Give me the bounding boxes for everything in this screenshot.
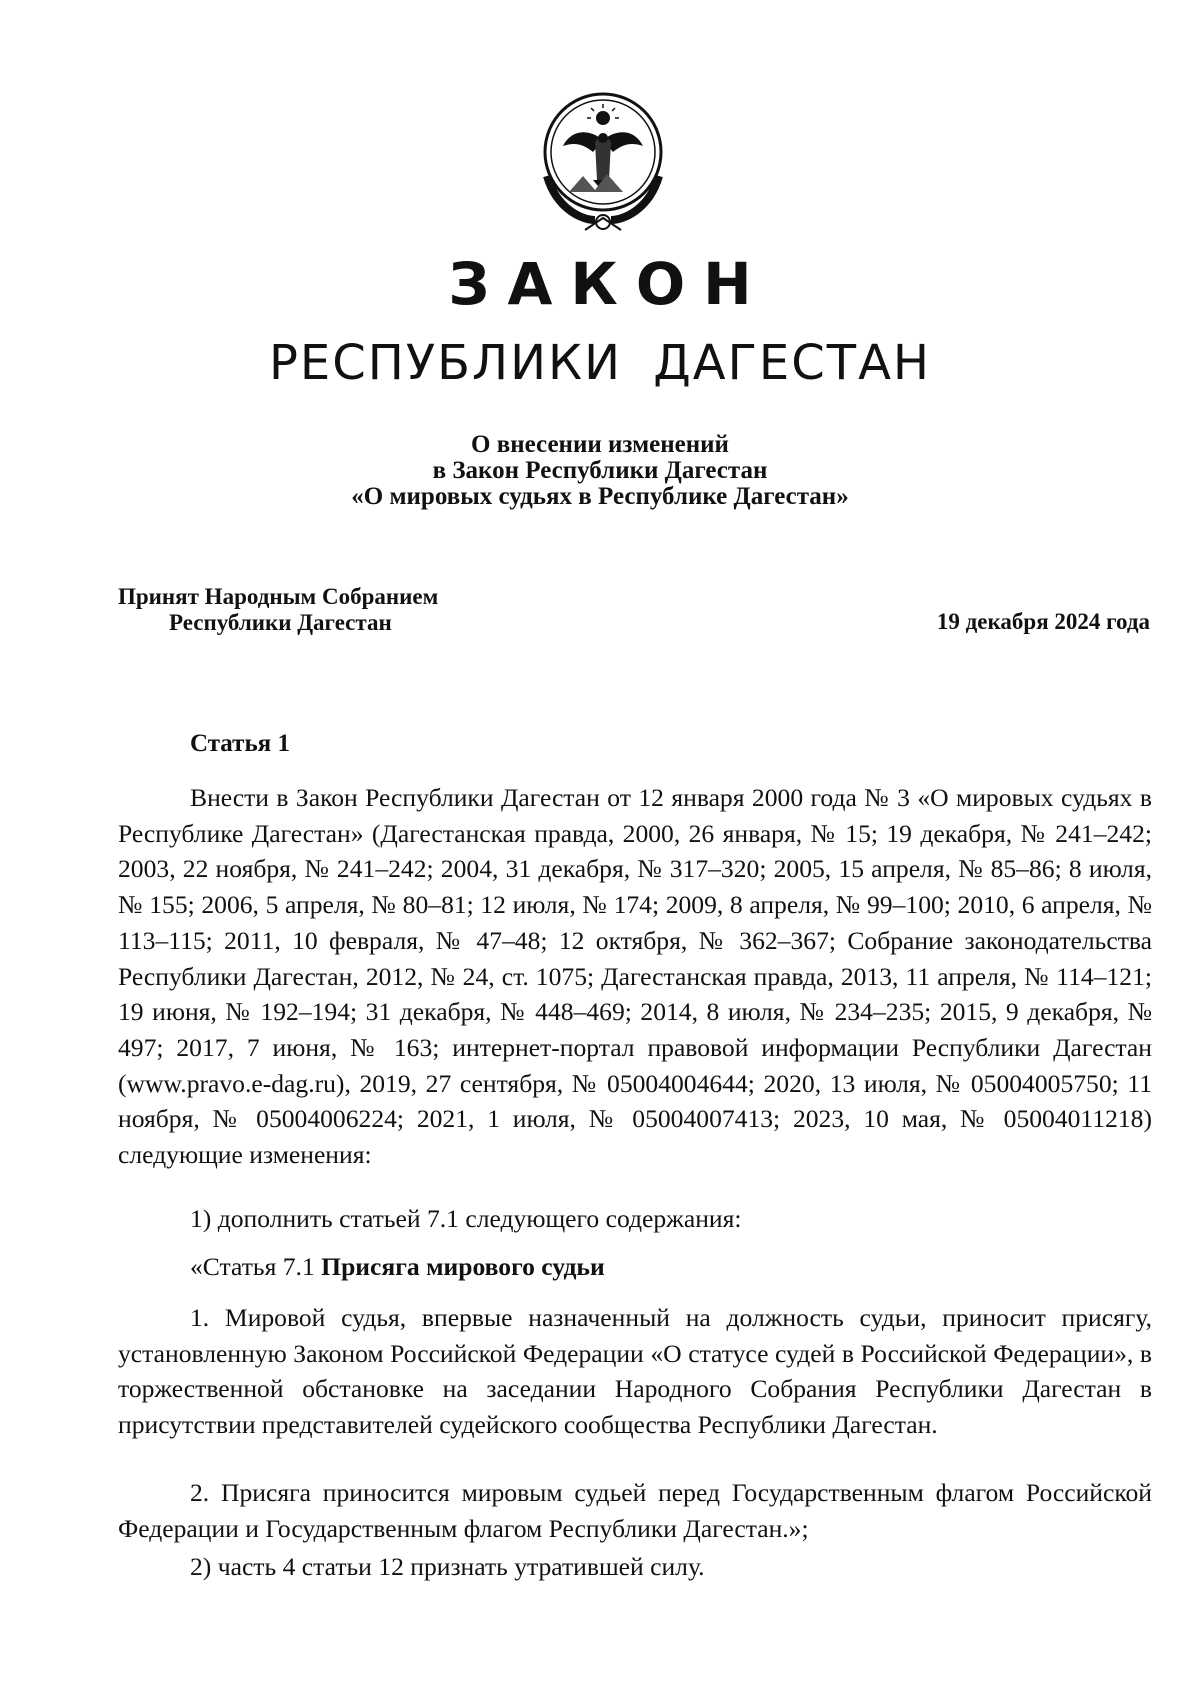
amendment-item-1: 1) дополнить статьей 7.1 следующего содержания: (190, 1204, 742, 1233)
amendment-item-2: 2) часть 4 статьи 12 признать утратившей силу. (190, 1552, 705, 1581)
law-subject (0, 432, 1200, 510)
subject-line-1: О внесении изменений (471, 431, 729, 458)
subject-line-2: в Закон Республики Дагестан (432, 457, 768, 484)
article-heading: Статья 1 (190, 730, 290, 757)
article-7-1-heading (190, 1249, 605, 1285)
adopted-by (118, 584, 438, 636)
article-7-1-paragraph-2 (118, 1475, 1152, 1546)
adoption-date: 19 декабря 2024 года (936, 609, 1150, 634)
article-7-1-prefix: «Статья 7.1 (190, 1252, 322, 1281)
republic-title: РЕСПУБЛИКИ ДАГЕСТАН (268, 335, 931, 391)
article-intro (118, 780, 1152, 1173)
adopted-line-1: Принят Народным Собранием (118, 584, 439, 609)
subject-line-3: «О мировых судьях в Республике Дагестан» (351, 483, 849, 510)
adopted-line-2: Республики Дагестан (169, 610, 392, 635)
law-title: ЗАКОН (448, 250, 770, 318)
article-7-1-paragraph-2-text: 2. Присяга приносится мировым судьей перед Государственным флагом Российской Федерации и Государственным флагом Республики Дагестан.»; (118, 1478, 1152, 1543)
article-7-1-paragraph-1 (118, 1300, 1152, 1443)
article-7-1-paragraph-1-text: 1. Мировой судья, впервые назначенный на должность судьи, приносит присягу, установленную Законом Российской Федерации «О статусе судей в Российской Федерации», в торжественной обстановке на заседании Народного Собрания Республики Дагестан в присутствии представителей судейского сообщества Республики Дагестан. (118, 1303, 1152, 1440)
article-7-1-title: Присяга мирового судьи (321, 1252, 605, 1281)
dagestan-coat-of-arms-icon (523, 80, 683, 240)
article-intro-text: Внести в Закон Республики Дагестан от 12 января 2000 года № 3 «О мировых судьях в Республике Дагестан» (Дагестанская правда, 2000, 26 января, № 15; 19 декабря, № 241–242; 2003, 22 ноября, № 241–242; 2004, 31 декабря, № 317–320; 2005, 15 апреля, № 85–86; 8 июля, № 155; 2006, 5 апреля, № 80–81; 12 июля, № 174; 2009, 8 апреля, № 99–100; 2010, 6 апреля, № 113–115; 2011, 10 февраля, № 47–48; 12 октября, № 362–367; Собрание законодательства Республики Дагестан, 2012, № 24, ст. 1075; Дагестанская правда, 2013, 11 апреля, № 114–121; 19 июня, № 192–194; 31 декабря, № 448–469; 2014, 8 июля, № 234–235; 2015, 9 декабря, № 497; 2017, 7 июня, № 163; интернет-портал правовой информации Республики Дагестан (www.pravo.e-dag.ru), 2019, 27 сентября, № 05004004644; 2020, 13 июля, № 05004005750; 11 ноября, № 05004006224; 2021, 1 июля, № 05004007413; 2023, 10 мая, № 05004011218) следующие изменения: (118, 783, 1152, 1170)
